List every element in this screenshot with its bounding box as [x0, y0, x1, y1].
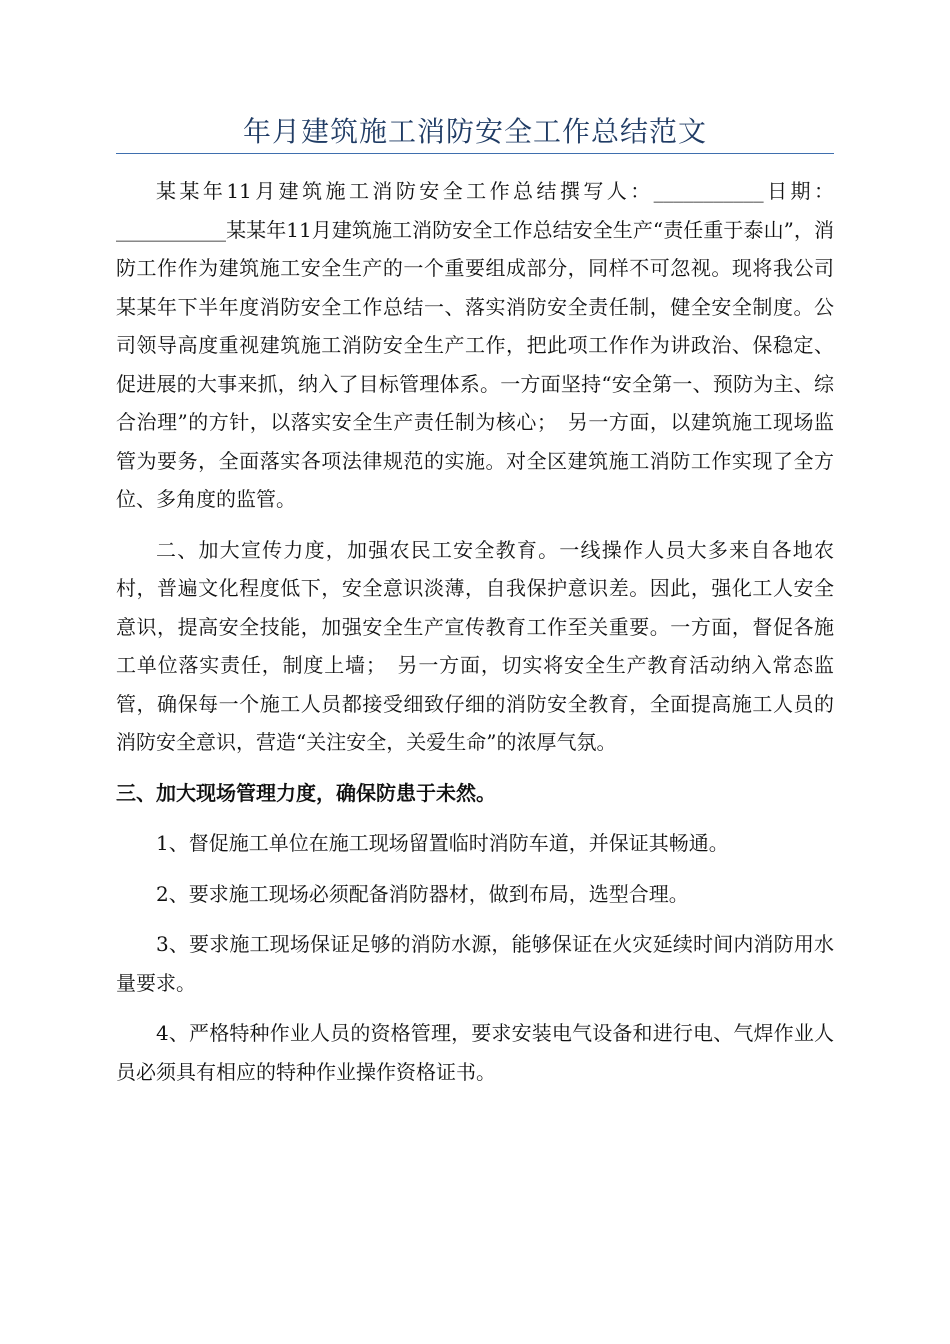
list-item-3: 3、要求施工现场保证足够的消防水源，能够保证在火灾延续时间内消防用水量要求。	[116, 932, 834, 995]
list-item-4: 4、严格特种作业人员的资格管理，要求安装电气设备和进行电、气焊作业人员必须具有相应的特种作业操作资格证书。	[116, 1021, 834, 1084]
list-item-2: 2、要求施工现场必须配备消防器材，做到布局，选型合理。	[156, 881, 689, 906]
document-title: 年月建筑施工消防安全工作总结范文	[242, 115, 707, 148]
document-body	[116, 172, 834, 1103]
paragraph-section-2: 二、加大宣传力度，加强农民工安全教育。一线操作人员大多来自各地农村，普遍文化程度低下，安全意识淡薄，自我保护意识差。因此，强化工人安全意识，提高安全技能，加强安全生产宣传教育工作至关重要。一方面，督促各施工单位落实责任，制度上墙； 另一方面，切实将安全生产教育活动纳入常态监管，确保每一个施工人员都接受细致仔细的消防安全教育，全面提高施工人员的消防安全意识，营造“关注安全，关爱生命”的浓厚气氛。	[116, 537, 834, 754]
paragraph-intro: 某某年11月建筑施工消防安全工作总结撰写人：___________日期：___________某某年11月建筑施工消防安全工作总结安全生产“责任重于泰山”，消防工作作为建筑施工安全生产的一个重要组成部分，同样不可忽视。现将我公司某某年下半年度消防安全工作总结一、落实消防安全责任制，健全安全制度。公司领导高度重视建筑施工消防安全生产工作，把此项工作作为讲政治、保稳定、促进展的大事来抓，纳入了目标管理体系。一方面坚持“安全第一、预防为主、综合治理”的方针，以落实安全生产责任制为核心； 另一方面，以建筑施工现场监管为要务，全面落实各项法律规范的实施。对全区建筑施工消防工作实现了全方位、多角度的监管。	[116, 179, 834, 511]
section-heading-3: 三、加大现场管理力度，确保防患于未然。	[116, 780, 496, 805]
title-underline	[116, 153, 834, 154]
list-item-1: 1、督促施工单位在施工现场留置临时消防车道，并保证其畅通。	[156, 831, 729, 855]
